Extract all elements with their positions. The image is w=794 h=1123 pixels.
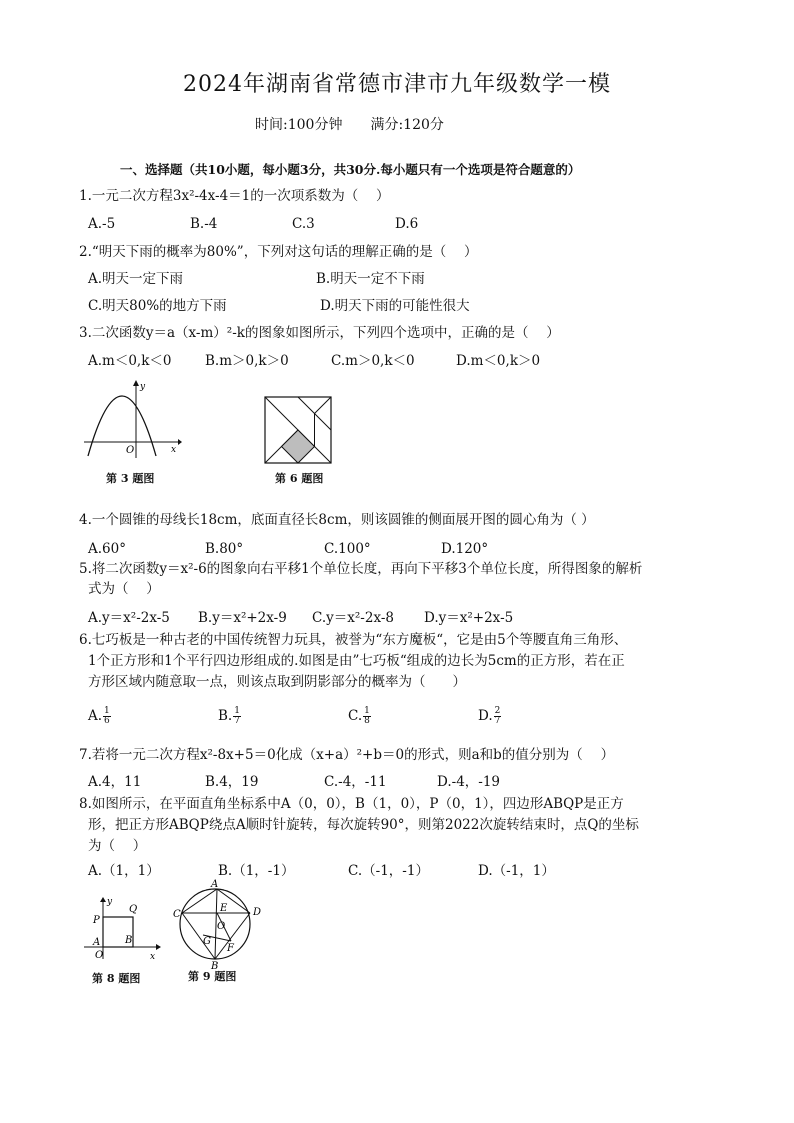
fig9-c-label: C (173, 909, 181, 920)
q5-option-b: B.y＝x²+2x-9 (198, 610, 287, 626)
fig9-b-label: B (211, 961, 219, 972)
fig3-origin-label: O (126, 445, 135, 456)
fig9-o-label: O (217, 921, 226, 932)
q8-option-d: D.（-1，1） (478, 863, 555, 879)
figure-3-parabola (82, 380, 182, 460)
fig8-y-label: y (107, 897, 113, 907)
q5-option-d: D.y＝x²+2x-5 (424, 610, 514, 626)
question-5-stem-line2: 式为（ ） (88, 581, 160, 597)
question-6-stem-line2: 1个正方形和1个平行四边形组成的.如图是由”七巧板“组成的边长为5cm的正方形，若在正 (88, 653, 625, 669)
question-7-stem: 7.若将一元二次方程x²-8x+5＝0化成（x+a）²+b＝0的形式，则a和b的值分别为（ ） (79, 747, 615, 763)
fig9-f-label: F (227, 943, 234, 954)
question-6-stem-line1: 6.七巧板是一种古老的中国传统智力玩具，被誉为“东方魔板“，它是由5个等腰直角三角形、 (79, 632, 628, 648)
question-3-stem: 3.二次函数y＝a（x-m）²-k的图象如图所示，下列四个选项中，正确的是（ ） (79, 325, 560, 341)
q3-option-d: D.m＜0,k＞0 (456, 353, 541, 369)
figure-3-caption: 第 3 题图 (106, 472, 155, 485)
q1-option-d: D.6 (395, 216, 419, 232)
q6-option-c: C. $\frac{1}{8}$ (348, 706, 370, 726)
q3-option-c: C.m＞0,k＜0 (331, 353, 415, 369)
question-5-stem-line1: 5.将二次函数y＝x²-6的图象向右平移1个单位长度，再向下平移3个单位长度，所得图象的解析 (79, 561, 643, 577)
exam-score: 满分:120分 (370, 117, 444, 133)
fig9-d-label: D (253, 907, 262, 918)
question-8-stem-line3: 为（ ） (88, 838, 147, 854)
q8-option-a: A.（1，1） (88, 863, 160, 879)
q8-option-c: C.（-1，-1） (348, 863, 429, 879)
q2-option-a: A.明天一定下雨 (88, 271, 184, 287)
q1-option-b: B.-4 (190, 216, 218, 232)
fig8-x-label: x (150, 952, 156, 962)
fig9-g-label: G (203, 936, 211, 947)
question-6-stem-line3: 方形区域内随意取一点，则该点取到阴影部分的概率为（ ） (88, 674, 466, 690)
q2-option-b: B.明天一定不下雨 (316, 271, 425, 287)
q4-option-d: D.120° (441, 541, 489, 557)
q7-option-c: C.-4，-11 (324, 774, 387, 790)
fig9-e-label: E (220, 903, 228, 914)
fig8-o-label: O (95, 950, 104, 961)
exam-info (255, 116, 444, 134)
exam-time: 时间:100分钟 (255, 117, 343, 133)
q4-option-a: A.60° (88, 541, 126, 557)
q3-option-b: B.m＞0,k＞0 (205, 353, 289, 369)
fig3-x-label: x (171, 445, 177, 455)
figure-8-coordinate-square (82, 895, 162, 965)
question-1-stem: 1.一元二次方程3x²-4x-4＝1的一次项系数为（ ） (79, 188, 390, 204)
q7-option-b: B.4，19 (205, 774, 259, 790)
fig8-b-label: B (125, 935, 133, 946)
figure-6-tangram (265, 397, 335, 467)
q8-option-b: B.（1，-1） (218, 863, 295, 879)
q4-option-b: B.80° (205, 541, 244, 557)
q5-option-c: C.y＝x²-2x-8 (312, 610, 394, 626)
q6-option-b: B. $\frac{1}{7}$ (218, 706, 240, 726)
fig8-q-label: Q (129, 904, 138, 915)
q5-option-a: A.y＝x²-2x-5 (88, 610, 170, 626)
question-2-stem: 2.“明天下雨的概率为80%”，下列对这句话的理解正确的是（ ） (79, 244, 478, 260)
q6-option-d: D. $\frac{2}{7}$ (478, 706, 501, 726)
fig8-a-label: A (93, 937, 101, 948)
fig9-a-label: A (211, 879, 219, 890)
figure-9-caption: 第 9 题图 (188, 970, 237, 983)
q2-option-d: D.明天下雨的可能性很大 (320, 298, 470, 314)
q1-option-c: C.3 (292, 216, 315, 232)
q7-option-d: D.-4，-19 (437, 774, 501, 790)
figure-6-caption: 第 6 题图 (275, 472, 324, 485)
fig8-p-label: P (93, 915, 100, 926)
q3-option-a: A.m＜0,k＜0 (88, 353, 172, 369)
question-4-stem: 4.一个圆锥的母线长18cm，底面直径长8cm，则该圆锥的侧面展开图的圆心角为（ ） (79, 512, 595, 528)
q2-option-c: C.明天80%的地方下雨 (88, 298, 227, 314)
section-heading: 一、选择题（共10小题，每小题3分，共30分.每小题只有一个选项是符合题意的） (120, 162, 581, 177)
figure-8-caption: 第 8 题图 (92, 972, 141, 985)
page-title: 2024年湖南省常德市津市九年级数学一模 (183, 72, 611, 97)
q1-option-a: A.-5 (88, 216, 116, 232)
question-8-stem-line2: 形，把正方形ABQP绕点A顺时针旋转，每次旋转90°，则第2022次旋转结束时，点Q的坐标 (88, 817, 639, 833)
q7-option-a: A.4，11 (88, 774, 142, 790)
question-8-stem-line1: 8.如图所示，在平面直角坐标系中A（0，0），B（1，0），P（0，1），四边形ABQP是正方 (79, 796, 624, 812)
fig3-y-label: y (140, 382, 146, 392)
q6-option-a: A. $\frac{1}{6}$ (88, 706, 110, 726)
q4-option-c: C.100° (324, 541, 371, 557)
figure-9-circle (173, 879, 265, 972)
